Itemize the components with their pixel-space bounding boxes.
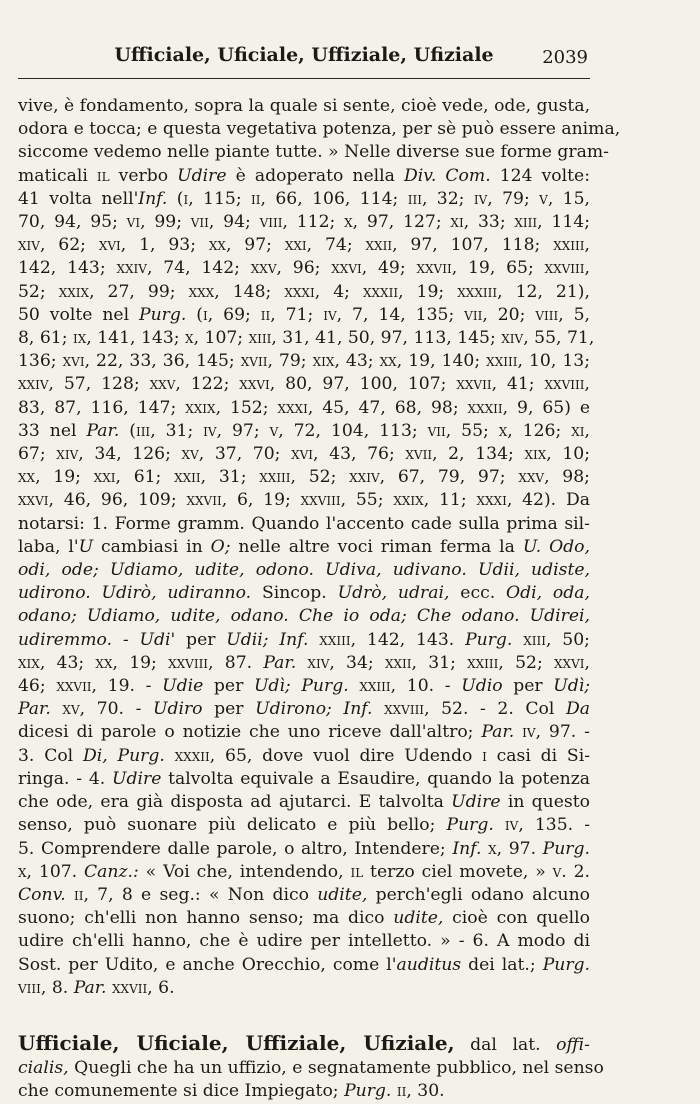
header-rule bbox=[18, 78, 590, 79]
text-line bbox=[18, 327, 595, 350]
italic-text: U bbox=[78, 536, 94, 557]
italic-text: Inf. bbox=[452, 838, 482, 859]
italic-text: Udire bbox=[451, 792, 501, 813]
italic-text: Udirono; Inf. bbox=[255, 699, 373, 720]
italic-text: Purg. bbox=[465, 629, 513, 650]
text-line bbox=[18, 304, 590, 327]
text-run: xiii, 50; bbox=[523, 629, 590, 650]
text-line bbox=[18, 466, 590, 489]
text-run: xiv, 34; xxii, 31; xxiii, 52; xxvi, bbox=[307, 652, 590, 673]
italic-text: Udì; Purg. bbox=[253, 676, 349, 697]
text-run: viii, 8. bbox=[18, 977, 74, 998]
text-line bbox=[18, 814, 590, 837]
text-run: Sincop. bbox=[251, 583, 338, 604]
italic-text: Purg. bbox=[542, 838, 590, 859]
italic-text: Conv. bbox=[18, 884, 66, 905]
text-line bbox=[18, 907, 590, 930]
italic-text: Par. bbox=[18, 699, 51, 720]
italic-text: Udì; bbox=[553, 676, 591, 697]
text-line bbox=[18, 281, 590, 304]
text-line bbox=[18, 768, 590, 791]
italic-text: Udire bbox=[177, 165, 227, 186]
text-run: notarsi: 1. Forme gramm. Quando l'accento cade sulla prima sil- bbox=[18, 513, 590, 534]
italic-text: Odi, oda, bbox=[506, 583, 590, 604]
italic-text: Udii; Inf. bbox=[226, 629, 309, 650]
text-run: 50 volte nel bbox=[18, 304, 140, 325]
text-run: dei lat.; bbox=[461, 954, 543, 975]
text-line bbox=[18, 1057, 604, 1080]
page-number: 2039 bbox=[542, 47, 588, 68]
italic-text: O; bbox=[210, 536, 231, 557]
text-run: x, 107. bbox=[18, 861, 85, 882]
text-line bbox=[18, 350, 590, 373]
text-line bbox=[18, 536, 590, 559]
italic-text: udite, bbox=[393, 908, 444, 929]
text-run: talvolta equivale a Esaudire, quando la potenza bbox=[161, 768, 590, 789]
text-run: 3. Col bbox=[18, 745, 83, 766]
text-line bbox=[18, 443, 590, 466]
text-run: xxxii, 65, dove vuol dire Udendo i casi di Si- bbox=[174, 745, 590, 766]
text-line bbox=[18, 420, 590, 443]
udire-continuation bbox=[18, 95, 621, 1000]
text-run: xv, 70. - bbox=[62, 699, 153, 720]
text-line bbox=[18, 1080, 590, 1103]
text-run: 142, 143; xxiv, 74, 142; xxv, 96; xxvi, 49; xxvii, 19, 65; xxviii, bbox=[18, 258, 590, 279]
italic-text: Div. Com. bbox=[403, 165, 491, 186]
text-run: 52; xxix, 27, 99; xxx, 148; xxxi, 4; xxxii, 19; xxxiii, 12, 21), bbox=[18, 281, 590, 302]
italic-text: Purg. bbox=[344, 1081, 392, 1102]
text-run: udire ch'elli hanno, che è udire per intelletto. » - 6. A modo di bbox=[18, 931, 590, 952]
running-head: Ufficiale, Uficiale, Uffiziale, Ufiziale bbox=[114, 44, 494, 66]
text-run: in questo bbox=[500, 792, 590, 813]
text-run: Sost. per Udito, e anche Orecchio, come l' bbox=[18, 954, 397, 975]
text-line bbox=[18, 698, 590, 721]
entry-headword: Ufficiale, Uficiale, Uffiziale, Ufiziale, bbox=[18, 1030, 455, 1055]
italic-text: U. Odo, bbox=[522, 536, 590, 557]
italic-text: Udiro bbox=[152, 699, 203, 720]
text-run: xxiii, 10. - bbox=[359, 676, 462, 697]
text-line bbox=[18, 373, 590, 396]
text-line bbox=[18, 675, 590, 698]
text-line bbox=[18, 95, 590, 118]
text-run: 67; xiv, 34, 126; xv, 37, 70; xvi, 43, 76; xvii, 2, 134; xix, 10; bbox=[18, 444, 591, 465]
text-line bbox=[18, 930, 590, 953]
text-line bbox=[18, 489, 590, 512]
text-run: ecc. bbox=[449, 583, 507, 604]
text-run: xxiv, 57, 128; xxv, 122; xxvi, 80, 97, 100, 107; xxvii, 41; xxviii, bbox=[18, 374, 590, 395]
text-run: xxvii, 6. bbox=[112, 977, 175, 998]
text-run: per bbox=[202, 699, 256, 720]
text-run: 33 nel bbox=[18, 420, 87, 441]
italic-text: Udrò, udrai, bbox=[337, 583, 450, 604]
italic-text: Canz.: bbox=[84, 861, 139, 882]
text-line bbox=[18, 745, 590, 768]
italic-text: Purg. bbox=[446, 815, 494, 836]
text-run: suono; ch'elli non hanno senso; ma dico bbox=[18, 908, 394, 929]
text-run: nelle altre voci riman ferma la bbox=[230, 536, 523, 557]
text-run: maticali il verbo bbox=[18, 165, 178, 186]
italic-text: odano; Udiamo, udite, odano. Che io oda; Che odano. Udirei, bbox=[18, 606, 590, 627]
text-body bbox=[18, 95, 621, 1104]
text-run: 46; xxvii, 19. - bbox=[18, 676, 163, 697]
text-run: xxiii, 142, 143. bbox=[319, 629, 466, 650]
text-run: xxvi, 46, 96, 109; xxvii, 6, 19; xxviii, 55; xxix, 11; xxxi, 42). Da bbox=[18, 490, 590, 511]
italic-text: odi, ode; Udiamo, udite, odono. Udiva, udivano. Udii, udiste, bbox=[18, 560, 590, 581]
italic-text: Da bbox=[565, 699, 590, 720]
italic-text: Purg. bbox=[139, 304, 187, 325]
text-line bbox=[18, 791, 590, 814]
text-run: 5. Comprendere dalle parole, o altro, Intendere; bbox=[18, 838, 453, 859]
italic-text: Par. bbox=[73, 977, 107, 998]
text-line bbox=[18, 257, 590, 280]
italic-text: offi- bbox=[556, 1034, 590, 1055]
text-line bbox=[18, 838, 590, 861]
italic-text: Di, Purg. bbox=[82, 745, 165, 766]
text-run: laba, l' bbox=[18, 536, 79, 557]
text-run: dal lat. bbox=[454, 1034, 557, 1055]
text-line bbox=[18, 234, 590, 257]
text-line bbox=[18, 141, 609, 164]
italic-text: Purg. bbox=[542, 954, 591, 975]
italic-text: Par. bbox=[481, 722, 515, 743]
text-line bbox=[18, 954, 590, 977]
text-line bbox=[18, 559, 590, 582]
text-run: xx, 19; xxi, 61; xxii, 31; xxiii, 52; xxiv, 67, 79, 97; xxv, 98; bbox=[18, 467, 590, 488]
text-run: per bbox=[175, 629, 227, 650]
text-run: ii, 30. bbox=[396, 1081, 445, 1102]
text-run: (i, 69; ii, 71; iv, 7, 14, 135; vii, 20; viii, 5, bbox=[186, 304, 591, 325]
italic-text: udite, bbox=[317, 884, 368, 905]
text-line bbox=[18, 211, 590, 234]
italic-text: udirono. Udirò, udiranno. bbox=[18, 583, 252, 604]
text-run: perch'egli odano alcuno bbox=[367, 884, 590, 905]
text-run: senso, può suonare più delicato e più bello; bbox=[18, 815, 447, 836]
text-run: 41 volta nell' bbox=[18, 188, 139, 209]
text-line bbox=[18, 721, 590, 744]
italic-text: Par. bbox=[263, 652, 297, 673]
text-run: per bbox=[502, 676, 554, 697]
italic-text: Udie bbox=[162, 676, 204, 697]
italic-text: Par. bbox=[86, 420, 120, 441]
text-run: 70, 94, 95; vi, 99; vii, 94; viii, 112; x, 97, 127; xi, 33; xiii, 114; bbox=[18, 212, 590, 233]
text-run: che ode, era già disposta ad ajutarci. E talvolta bbox=[18, 792, 452, 813]
text-run: iv, 97. - bbox=[522, 722, 590, 743]
italic-text: Inf. bbox=[138, 188, 168, 209]
text-run: cioè con quello bbox=[443, 908, 590, 929]
text-line bbox=[18, 861, 590, 884]
text-run: 124 volte: bbox=[490, 165, 591, 186]
text-run: x, 97. bbox=[488, 838, 543, 859]
italic-text: auditus bbox=[396, 954, 462, 975]
entry-ufficiale bbox=[18, 1030, 604, 1104]
text-run: siccome vedemo nelle piante tutte. » Nelle diverse sue forme gram- bbox=[18, 142, 609, 163]
text-run: odora e tocca; e questa vegetativa potenza, per sè può essere anima, bbox=[18, 119, 621, 140]
text-run: per bbox=[203, 676, 254, 697]
text-run: iv, 135. - bbox=[504, 815, 591, 836]
text-run: ii, 7, 8 e seg.: « Non dico bbox=[73, 884, 318, 905]
text-run: xxviii, 52. - 2. Col bbox=[384, 699, 566, 720]
text-line bbox=[18, 118, 621, 141]
text-run: che comunemente si dice Impiegato; bbox=[18, 1081, 345, 1102]
text-run: 136; xvi, 22, 33, 36, 145; xvii, 79; xix, 43; xx, 19, 140; xxiii, 10, 13; bbox=[18, 351, 590, 372]
text-line bbox=[18, 629, 590, 652]
text-run: cambiasi in bbox=[93, 536, 211, 557]
text-run: ringa. - 4. bbox=[18, 768, 112, 789]
text-line bbox=[18, 513, 590, 536]
text-run: 8, 61; ix, 141, 143; x, 107; xiii, 31, 41, 50, 97, 113, 145; xiv, 55, 71, bbox=[18, 328, 595, 349]
italic-text: udiremmo. - Udi' bbox=[18, 629, 176, 650]
text-line bbox=[18, 582, 590, 605]
text-run: 83, 87, 116, 147; xxix, 152; xxxi, 45, 47, 68, 98; xxxii, 9, 65) e bbox=[18, 397, 590, 418]
italic-text: cialis, bbox=[18, 1058, 69, 1079]
text-line bbox=[18, 165, 590, 188]
text-line bbox=[18, 652, 590, 675]
text-run: dicesi di parole o notizie che uno riceve dall'altro; bbox=[18, 722, 482, 743]
text-run: xiv, 62; xvi, 1, 93; xx, 97; xxi, 74; xxii, 97, 107, 118; xxiii, bbox=[18, 235, 590, 256]
text-run: xix, 43; xx, 19; xxviii, 87. bbox=[18, 652, 264, 673]
text-line bbox=[18, 1032, 590, 1057]
text-line bbox=[18, 977, 590, 1000]
text-run: è adoperato nella bbox=[226, 165, 404, 186]
text-run: (iii, 31; iv, 97; v, 72, 104, 113; vii, 55; x, 126; xi, bbox=[119, 420, 590, 441]
text-line bbox=[18, 397, 590, 420]
text-line bbox=[18, 884, 590, 907]
text-run: Quegli che ha un uffizio, e segnatamente pubblico, nel senso bbox=[68, 1058, 604, 1079]
text-run: vive, è fondamento, sopra la quale si sente, cioè vede, ode, gusta, bbox=[18, 96, 591, 116]
text-run: « Voi che, intendendo, il terzo ciel movete, » v. 2. bbox=[138, 861, 590, 882]
italic-text: Udio bbox=[461, 676, 503, 697]
text-run: (i, 115; ii, 66, 106, 114; iii, 32; iv, 79; v, 15, bbox=[167, 188, 590, 209]
text-line bbox=[18, 188, 590, 211]
italic-text: Udire bbox=[112, 768, 162, 789]
text-line bbox=[18, 605, 590, 628]
